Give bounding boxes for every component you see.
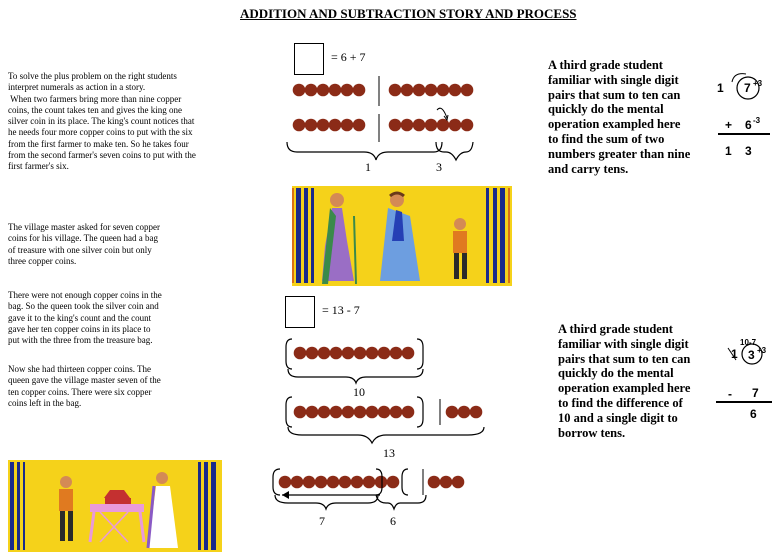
coin (402, 347, 415, 360)
coin (303, 476, 316, 489)
coin (440, 476, 453, 489)
addend-top-tens: 1 (717, 81, 724, 95)
page-title: ADDITION AND SUBTRACTION STORY AND PROCESS (240, 6, 577, 21)
coin (354, 406, 367, 419)
coin (294, 406, 307, 419)
coin (293, 84, 306, 97)
coin (317, 119, 330, 132)
coin (353, 119, 366, 132)
addition-label-right: 3 (436, 160, 442, 174)
minuend-ones: 3 (748, 348, 755, 362)
brace-six (376, 495, 426, 509)
brace-thirteen (288, 427, 484, 443)
coin (413, 119, 426, 132)
coin (318, 406, 331, 419)
coin (363, 476, 376, 489)
coin (330, 347, 343, 360)
coin (330, 406, 343, 419)
sum-ones: 3 (745, 144, 752, 158)
addition-coin-diagram (284, 76, 474, 180)
coin (339, 476, 352, 489)
brace-ten (288, 369, 423, 383)
coin (437, 84, 450, 97)
coin (353, 84, 366, 97)
brace-ten (287, 142, 442, 160)
coin (458, 406, 471, 419)
story-picture-king-queen (292, 186, 512, 286)
story-paragraph-1: To solve the plus problem on the right students interpret numerals as action in a story. When two farmers bring more than nine copper coins, the count takes ten and gives the king one silver coin in its place. The king's count notices that he needs four more copper coins to put with the six from the first farmer to make ten. So he takes four from the second farmer's seven coins to put with the first farmer's six. (8, 71, 196, 172)
addend-bottom: 6 (745, 118, 752, 132)
minus-three-note: -3 (753, 116, 761, 125)
coin (402, 406, 415, 419)
right-addition-explanation: A third grade student familiar with single digit pairs that sum to ten can quickly do the mental operation exampled here to find the sum of two numbers greater than nine and carry tens. (548, 58, 691, 176)
addend-top-ones: 7 (744, 81, 751, 95)
plus-three-note: +3 (757, 346, 767, 355)
subtraction-label-six: 6 (390, 514, 396, 528)
coin (354, 347, 367, 360)
coin (401, 84, 414, 97)
story-paragraph-3: There were not enough copper coins in the bag. So the queen took the silver coin and gave it to the king's count and the count gave her ten copper coins in its place to put with the three from the treasure bag. (8, 290, 162, 346)
right-subtraction-explanation: A third grade student familiar with single digit pairs that sum to ten can quickly do the mental operation exampled here to find the difference of 10 and a single digit to borrow tens. (558, 322, 691, 440)
story-paragraph-2: The village master asked for seven copper coins for his village. The queen had a bag of treasure with one silver coin but only three copper coins. (8, 222, 160, 266)
coin (449, 119, 462, 132)
coin (437, 119, 450, 132)
subtrahend: 7 (752, 386, 759, 400)
ten-minus-seven-note: 10-7 (740, 338, 757, 347)
coin (327, 476, 340, 489)
coin (351, 476, 364, 489)
minus-sign: - (728, 387, 732, 401)
coin (306, 347, 319, 360)
coin (317, 84, 330, 97)
coin (390, 406, 403, 419)
plus-three-note: +3 (753, 79, 763, 88)
coin (428, 476, 441, 489)
story-paragraph-4: Now she had thirteen copper coins. The queen gave the village master seven of the ten copper coins. There were six copper coins left in the bag. (8, 364, 161, 408)
coin (341, 119, 354, 132)
coin (305, 119, 318, 132)
coin (342, 406, 355, 419)
coin (389, 119, 402, 132)
coin (294, 347, 307, 360)
coin (329, 119, 342, 132)
coin (318, 347, 331, 360)
coin (449, 84, 462, 97)
coin (461, 119, 474, 132)
coin (306, 406, 319, 419)
coin (293, 119, 306, 132)
addition-label-left: 1 (365, 160, 371, 174)
coin (315, 476, 328, 489)
subtraction-label-thirteen: 13 (383, 446, 395, 460)
coin (390, 347, 403, 360)
coin (341, 84, 354, 97)
answer-box-subtraction (285, 296, 315, 328)
coin (378, 347, 391, 360)
coin (401, 119, 414, 132)
addition-equation: = 6 + 7 (331, 50, 366, 64)
plus-sign: + (725, 118, 733, 132)
subtraction-equation: = 13 - 7 (322, 303, 360, 317)
coin (452, 476, 465, 489)
coin (470, 406, 483, 419)
sum-tens: 1 (725, 144, 732, 158)
coin (387, 476, 400, 489)
coin (461, 84, 474, 97)
story-picture-queen-treasure (8, 460, 222, 552)
subtraction-coin-diagram (268, 333, 498, 523)
subtraction-label-ten: 10 (353, 385, 365, 399)
coin (425, 84, 438, 97)
coin (413, 84, 426, 97)
answer-box-addition (294, 43, 324, 75)
brace-seven (275, 495, 378, 509)
coin (329, 84, 342, 97)
coin (305, 84, 318, 97)
coin (366, 347, 379, 360)
coin (375, 476, 388, 489)
coin (342, 347, 355, 360)
difference: 6 (750, 407, 757, 421)
coin (425, 119, 438, 132)
coin (446, 406, 459, 419)
minuend-tens: 1 (731, 347, 738, 361)
subtraction-label-seven: 7 (319, 514, 325, 528)
coin (366, 406, 379, 419)
coin (378, 406, 391, 419)
coin (389, 84, 402, 97)
coin (279, 476, 292, 489)
coin (291, 476, 304, 489)
